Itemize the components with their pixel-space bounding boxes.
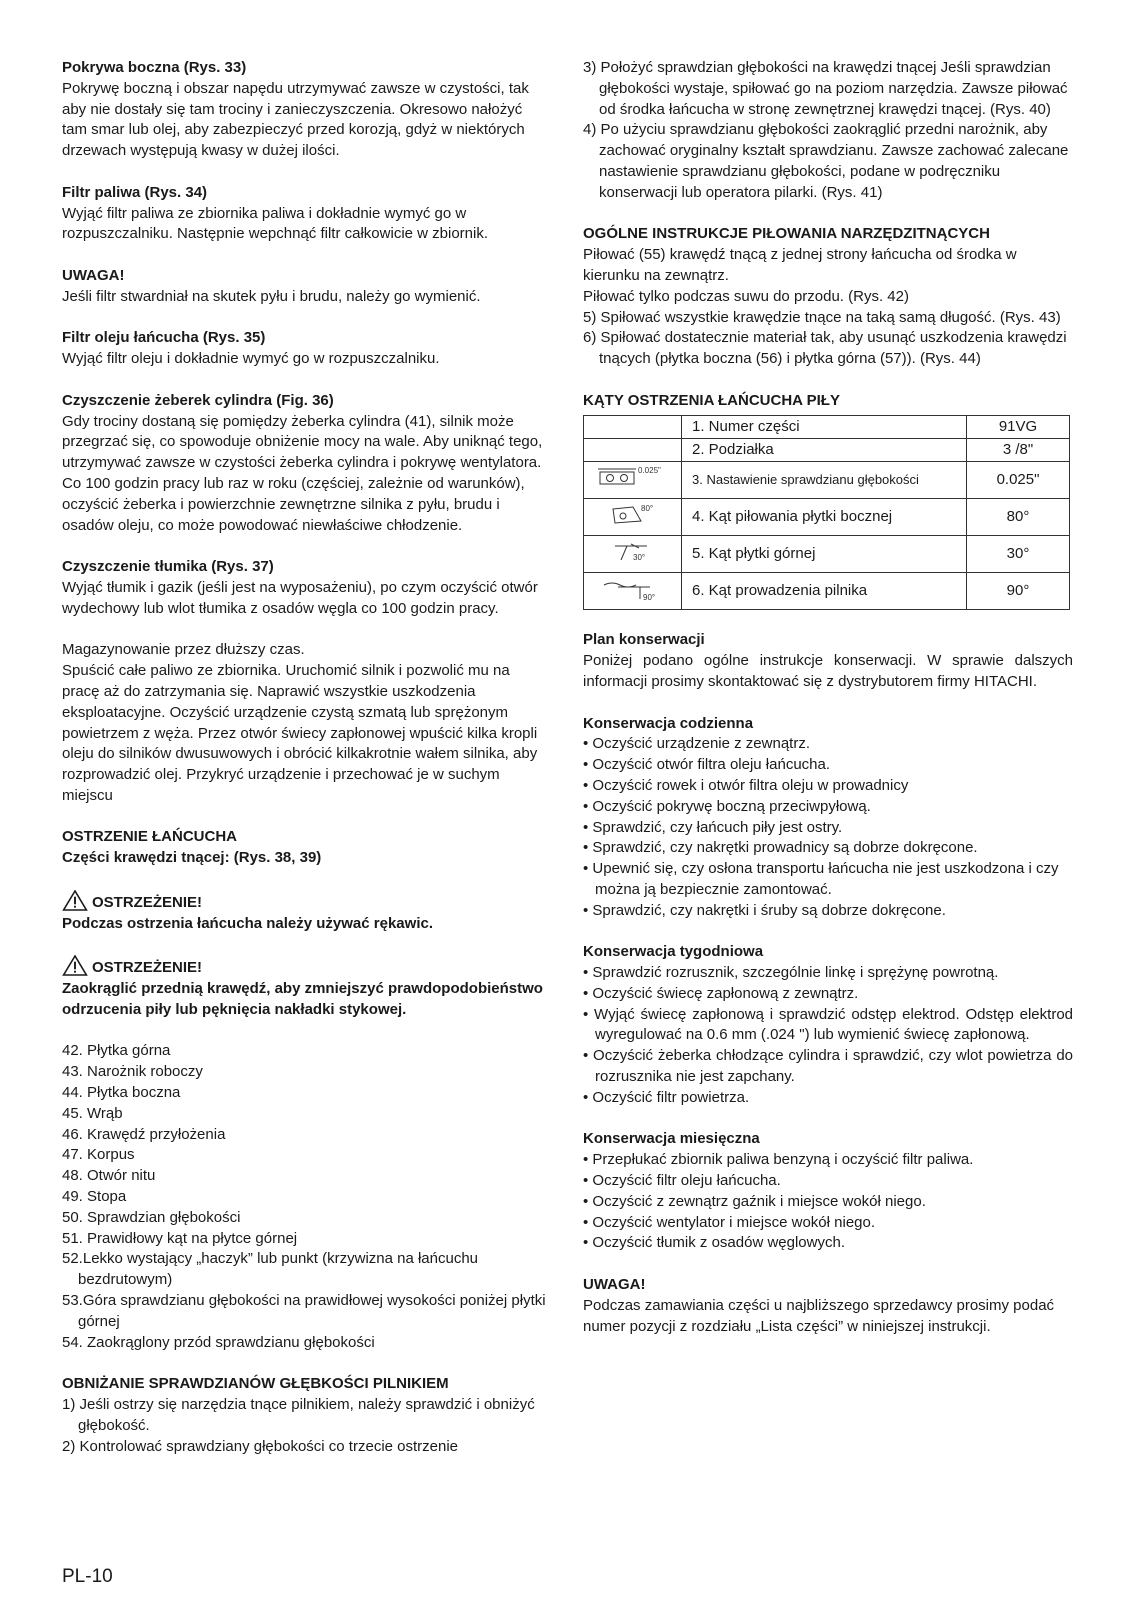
warning-heading: OSTRZEŻENIE!: [92, 893, 203, 911]
list-item: 50. Sprawdzian głębokości: [62, 1208, 241, 1226]
section-title: Magazynowanie przez dłuższy czas.: [62, 641, 305, 659]
section-text: Wyjąć filtr paliwa ze zbiornika paliwa i dokładnie wymyć go w rozpuszczalniku. Następnie wepchnąć filtr całkowicie w zbiornik.: [62, 204, 489, 243]
table-cell-icon: [584, 535, 682, 572]
section-daily: [583, 714, 1073, 922]
list-item: • Oczyścić tłumik z osadów węglowych.: [583, 1234, 845, 1252]
table-cell-value: 90°: [967, 572, 1070, 609]
table-cell-icon: [584, 572, 682, 609]
table-row: [584, 461, 1070, 498]
top-plate-angle-icon: [603, 536, 663, 566]
section-note: [62, 266, 548, 308]
section-title: Czyszczenie żeberek cylindra (Fig. 36): [62, 391, 334, 409]
table-cell-value: 3 /8": [967, 438, 1070, 461]
warning-icon: [62, 955, 88, 976]
section-title: OSTRZENIE ŁAŃCUCHA: [62, 828, 237, 846]
table-cell-value: 30°: [967, 535, 1070, 572]
section-general-filing: [583, 224, 1073, 370]
table-cell-icon: [584, 415, 682, 438]
section-text: Pokrywę boczną i obszar napędu utrzymywać zawsze w czystości, tak aby nie dostały się tam trociny i zanieczyszczenia. Okresowo nałożyć tam smar lub olej, aby zabezpieczyć przed korozją, gdyż w niektórych drzewach występują kwasy w dużej ilości.: [62, 79, 529, 160]
depth-gauge-steps: [583, 58, 1073, 204]
table-cell-value: 91VG: [967, 415, 1070, 438]
svg-text:0.025": 0.025": [637, 465, 661, 475]
file-guide-angle-icon: [598, 573, 668, 603]
list-item: 51. Prawidłowy kąt na płytce górnej: [62, 1229, 298, 1247]
warning-text: Podczas ostrzenia łańcucha należy używać rękawic.: [62, 914, 433, 932]
list-item: 48. Otwór nitu: [62, 1167, 156, 1185]
section-subtitle: Części krawędzi tnącej: (Rys. 38, 39): [62, 849, 322, 867]
section-text: Jeśli filtr stwardniał na skutek pyłu i brudu, należy go wymienić.: [62, 287, 481, 305]
section-text: Wyjąć filtr oleju i dokładnie wymyć go w rozpuszczalniku.: [62, 350, 440, 368]
section-title: Czyszczenie tłumika (Rys. 37): [62, 558, 274, 576]
list-item: • Oczyścić filtr powietrza.: [583, 1088, 750, 1106]
side-plate-angle-icon: [603, 499, 663, 529]
table-cell-icon: [584, 461, 682, 498]
section-title: Konserwacja tygodniowa: [583, 943, 764, 961]
list-item: • Oczyścić rowek i otwór filtra oleju w prowadnicy: [583, 776, 909, 794]
section-text: Gdy trociny dostaną się pomiędzy żeberka cylindra (41), silnik może przegrzać się, co spowoduje obniżenie mocy na wale. Aby uniknąć tego, utrzymywać zawsze w czystości żeberka cylindra i pokrywę wentylatora. Co 100 godzin pracy lub raz w roku (częściej, zależnie od warunków), oczyścić żeberka i powierzchnie zewnętrzne silnika z pyłu, brudu i osadów oleju, co może powodować niewłaściwe chłodzenie.: [62, 412, 543, 534]
list-item: 5) Spiłować wszystkie krawędzie tnące na taką samą długość. (Rys. 43): [583, 308, 1061, 326]
section-text: Piłować (55) krawędź tnącą z jednej strony łańcucha od środka w kierunku na zewnątrz.: [583, 246, 1017, 284]
page-number: PL-10: [62, 1566, 113, 1587]
section-text: Poniżej podano ogólne instrukcje konserwacji. W sprawie dalszych informacji prosimy skontaktować się z dystrybutorem firmy HITACHI.: [583, 652, 1073, 690]
list-item: 42. Płytka górna: [62, 1042, 171, 1060]
section-text: Piłować tylko podczas suwu do przodu. (Rys. 42): [583, 287, 909, 305]
warning-heading: OSTRZEŻENIE!: [92, 959, 203, 977]
section-title: Konserwacja miesięczna: [583, 1130, 760, 1148]
table-row: [584, 572, 1070, 609]
svg-text:90°: 90°: [642, 592, 655, 602]
list-item: 43. Narożnik roboczy: [62, 1063, 203, 1081]
section-depth-gauge-lowering: [62, 1374, 548, 1457]
list-item: 54. Zaokrąglony przód sprawdzianu głębokości: [62, 1333, 375, 1351]
section-title: OBNIŻANIE SPRAWDZIANÓW GŁĘBKOŚCI PILNIKIEM: [62, 1375, 449, 1393]
table-cell-icon: [584, 438, 682, 461]
list-item: 53.Góra sprawdzianu głębokości na prawidłowej wysokości poniżej płytki górnej: [62, 1292, 546, 1330]
table-cell-label: 3. Nastawienie sprawdzianu głębokości: [682, 461, 967, 498]
list-item: • Oczyścić urządzenie z zewnątrz.: [583, 735, 810, 753]
table-cell-label: 1. Numer części: [682, 415, 967, 438]
warning-text: Zaokrąglić przednią krawędź, aby zmniejszyć prawdopodobieństwo odrzucenia piły lub pęknięcia nakładki stykowej.: [62, 980, 543, 1018]
right-column: [583, 58, 1073, 1337]
section-parts-note: [583, 1275, 1073, 1337]
list-item: • Sprawdzić, czy łańcuch piły jest ostry.: [583, 818, 843, 836]
list-item: 6) Spiłować dostatecznie materiał tak, aby usunąć uszkodzenia krawędzi tnących (płytka boczna (56) i płytka górna (57)). (Rys. 44): [583, 329, 1067, 368]
list-item: • Oczyścić pokrywę boczną przeciwpyłową.: [583, 797, 871, 815]
section-title: Pokrywa boczna (Rys. 33): [62, 59, 247, 76]
list-item: • Oczyścić świecę zapłonową z zewnątrz.: [583, 984, 859, 1002]
list-item: 4) Po użyciu sprawdzianu głębokości zaokrąglić przedni narożnik, aby zachować oryginalny kształt sprawdzianu. Zawsze zachować zalecane nastawienie sprawdzianu głębokości, podane w podręczniku konserwacji lub operatora pilarki. (Rys. 41): [583, 121, 1069, 201]
section-text: Spuścić całe paliwo ze zbiornika. Uruchomić silnik i pozwolić mu na pracę aż do zatrzymania się. Naprawić wszystkie uszkodzenia eksploatacyjne. Oczyścić urządzenie czystą szmatą lub sprężonym powietrzem z węża. Przez otwór świecy zapłonowej wpuścić kilka kropli oleju do silników dwusuwowych i obrócić kilkakrotnie wałem silnika, aby rozprowadzić olej. Przykryć urządzenie i przechować je w suchym miejscu: [62, 662, 538, 804]
list-item: 52.Lekko wystający „haczyk” lub punkt (krzywizna na łańcuchu bezdrutowym): [62, 1250, 479, 1289]
section-title: KĄTY OSTRZENIA ŁAŃCUCHA PIŁY: [583, 391, 840, 409]
angles-table: [583, 415, 1070, 610]
list-item: • Sprawdzić, czy nakrętki prowadnicy są dobrze dokręcone.: [583, 839, 978, 857]
section-weekly: [583, 942, 1073, 1108]
table-cell-label: 6. Kąt prowadzenia pilnika: [682, 572, 967, 609]
list-item: 45. Wrąb: [62, 1104, 123, 1122]
table-cell-icon: [584, 498, 682, 535]
warning-gloves: [62, 890, 548, 935]
table-cell-label: 5. Kąt płytki górnej: [682, 535, 967, 572]
list-item: • Sprawdzić, czy nakrętki i śruby są dobrze dokręcone.: [583, 901, 946, 919]
section-title: Filtr paliwa (Rys. 34): [62, 183, 208, 201]
section-side-cover: [62, 58, 548, 162]
list-item: • Oczyścić żeberka chłodzące cylindra i sprawdzić, czy wlot powietrza do rozrusznika nie jest zapchany.: [583, 1047, 1073, 1086]
list-item: • Wyjąć świecę zapłonową i sprawdzić odstęp elektrod. Odstęp elektrod wyregulować na 0.6 mm (.024 ") lub wymienić świecę zapłonową.: [583, 1005, 1073, 1044]
list-item: 46. Krawędź przyłożenia: [62, 1125, 226, 1143]
list-item: • Sprawdzić rozrusznik, szczególnie linkę i sprężynę powrotną.: [583, 964, 999, 982]
left-column: [62, 58, 548, 1457]
warning-round-edge: [62, 955, 548, 1020]
table-cell-label: 4. Kąt piłowania płytki bocznej: [682, 498, 967, 535]
section-title: Plan konserwacji: [583, 631, 705, 649]
list-item: 47. Korpus: [62, 1146, 135, 1164]
section-chain-sharpening: [62, 827, 548, 869]
list-item: • Oczyścić otwór filtra oleju łańcucha.: [583, 756, 831, 774]
list-item: • Oczyścić filtr oleju łańcucha.: [583, 1172, 781, 1190]
section-title: Konserwacja codzienna: [583, 714, 754, 732]
section-title: UWAGA!: [583, 1276, 646, 1294]
section-title: OGÓLNE INSTRUKCJE PIŁOWANIA NARZĘDZITNĄCYCH: [583, 225, 990, 243]
svg-text:30°: 30°: [632, 552, 645, 562]
depth-gauge-icon: [594, 462, 672, 492]
list-item: • Upewnić się, czy osłona transportu łańcucha nie jest uszkodzona i czy można ją bezpiecznie zamontować.: [583, 860, 1059, 898]
section-title: UWAGA!: [62, 266, 125, 284]
list-item: • Oczyścić z zewnątrz gaźnik i miejsce wokół niego.: [583, 1192, 926, 1210]
list-item: 1) Jeśli ostrzy się narzędzia tnące pilnikiem, należy sprawdzić i obniżyć głębokość.: [62, 1396, 535, 1434]
table-cell-value: 80°: [967, 498, 1070, 535]
list-item: 44. Płytka boczna: [62, 1084, 181, 1102]
section-title: Filtr oleju łańcucha (Rys. 35): [62, 329, 266, 347]
section-text: Podczas zamawiania części u najbliższego sprzedawcy prosimy podać numer pozycji z rozdziału „Lista części” w niniejszej instrukcji.: [583, 1296, 1055, 1335]
list-item: • Oczyścić wentylator i miejsce wokół niego.: [583, 1213, 876, 1231]
svg-text:80°: 80°: [640, 503, 653, 513]
section-storage: [62, 640, 548, 806]
table-row: [584, 535, 1070, 572]
list-item: 3) Położyć sprawdzian głębokości na krawędzi tnącej Jeśli sprawdzian głębokości wystaje, spiłować go na poziom narzędzia. Zawsze piłować od środka łańcucha w stronę zewnętrznej krawędzi tnącej. (Rys. 40): [583, 59, 1068, 118]
section-text: Wyjąć tłumik i gazik (jeśli jest na wyposażeniu), po czym oczyścić otwór wydechowy lub wlot tłumika z osadów węgla co 100 godzin pracy.: [62, 578, 538, 617]
section-fuel-filter: [62, 183, 548, 245]
section-cylinder-fins: [62, 391, 548, 537]
table-row: [584, 498, 1070, 535]
section-muffler: [62, 557, 548, 619]
table-cell-label: 2. Podziałka: [682, 438, 967, 461]
table-cell-value: 0.025": [967, 461, 1070, 498]
table-row: [584, 415, 1070, 438]
list-item: • Przepłukać zbiornik paliwa benzyną i oczyścić filtr paliwa.: [583, 1151, 974, 1169]
table-row: [584, 438, 1070, 461]
list-item: 2) Kontrolować sprawdziany głębokości co trzecie ostrzenie: [62, 1437, 459, 1455]
section-monthly: [583, 1129, 1073, 1254]
section-sharpening-angles: [583, 391, 1073, 610]
section-oil-filter: [62, 328, 548, 370]
warning-icon: [62, 890, 88, 911]
parts-list: [62, 1041, 548, 1353]
list-item: 49. Stopa: [62, 1188, 127, 1206]
section-maintenance-plan: [583, 630, 1073, 692]
